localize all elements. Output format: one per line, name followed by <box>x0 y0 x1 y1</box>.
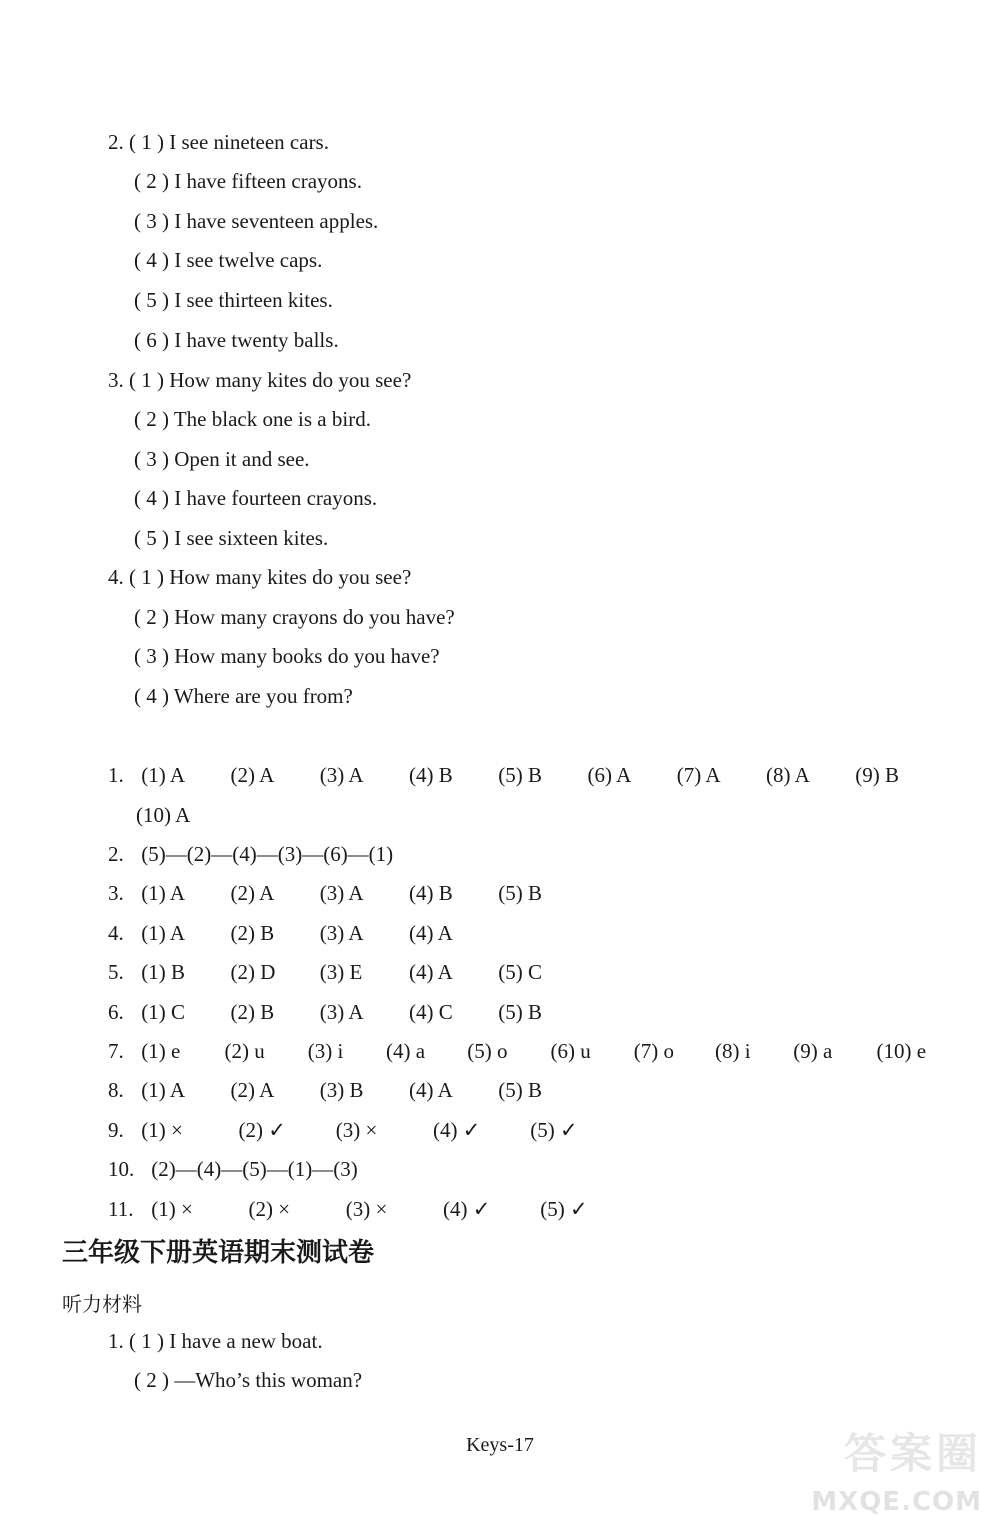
text-line: 1. ( 1 ) I have a new boat. <box>108 1329 323 1353</box>
answer-item: (1) A <box>141 921 185 945</box>
answer-row <box>108 1038 943 1064</box>
answer-row <box>108 959 582 985</box>
answer-row <box>108 1196 600 1222</box>
answer-item: (10) e <box>876 1039 927 1063</box>
answer-item: (1) × <box>151 1197 193 1221</box>
text-line: 4. ( 1 ) How many kites do you see? <box>108 565 412 589</box>
answer-item: (2) × <box>248 1197 291 1221</box>
answer-item: (4) A <box>409 921 453 945</box>
answer-number: 10. <box>108 1157 135 1181</box>
text-line: ( 3 ) I have seventeen apples. <box>134 209 379 233</box>
answer-item: (3) A <box>319 1000 364 1024</box>
answer-item: (4) ✓ <box>443 1197 491 1221</box>
answer-item: (1) A <box>141 763 185 787</box>
answer-item: (1) × <box>141 1118 183 1142</box>
text-line: ( 2 ) How many crayons do you have? <box>134 605 455 629</box>
answer-item: (5) ✓ <box>530 1118 578 1142</box>
answer-item: (5) B <box>498 881 542 905</box>
answer-item: (4) ✓ <box>433 1118 481 1142</box>
page-footer: Keys-17 <box>466 1434 534 1456</box>
text-line: ( 2 ) The black one is a bird. <box>134 407 371 431</box>
answer-item: (2) ✓ <box>238 1118 286 1142</box>
section-subtitle: 听力材料 <box>62 1292 142 1316</box>
watermark <box>802 1421 982 1517</box>
answer-number: 9. <box>108 1118 124 1142</box>
answer-item: (7) o <box>633 1039 674 1063</box>
answer-item: (3) A <box>319 881 364 905</box>
answer-item: (2) A <box>230 1078 275 1102</box>
text-line: ( 3 ) Open it and see. <box>134 447 310 471</box>
answer-item: (7) A <box>676 763 721 787</box>
answer-item: (5) B <box>498 1000 542 1024</box>
answer-row <box>108 762 925 788</box>
answer-item: (5)—(2)—(4)—(3)—(6)—(1) <box>141 842 394 866</box>
text-line: ( 5 ) I see thirteen kites. <box>134 288 333 312</box>
answer-item: (9) B <box>855 763 899 787</box>
answer-item: (2) A <box>230 881 275 905</box>
answer-item: (3) × <box>335 1118 378 1142</box>
answer-item: (5) o <box>467 1039 508 1063</box>
answer-item: (1) B <box>141 960 185 984</box>
answer-item: (5) ✓ <box>540 1197 588 1221</box>
answer-item: (4) A <box>409 1078 453 1102</box>
answer-number: 4. <box>108 921 124 945</box>
text-line: ( 2 ) —Who’s this woman? <box>134 1368 363 1392</box>
answer-item: (3) E <box>319 960 363 984</box>
answer-row <box>108 880 582 906</box>
answer-item: (2) B <box>230 1000 275 1024</box>
text-line: ( 4 ) Where are you from? <box>134 684 353 708</box>
answer-item: (3) A <box>319 921 364 945</box>
answer-row <box>108 841 393 867</box>
answer-item: (3) A <box>319 763 364 787</box>
answer-item: (3) × <box>345 1197 388 1221</box>
answer-item: (4) B <box>409 881 453 905</box>
answer-item: (4) B <box>409 763 453 787</box>
watermark-logo: 答案圈 <box>843 1429 982 1478</box>
answer-item: (2) A <box>230 763 275 787</box>
answer-number: 2. <box>108 842 124 866</box>
answer-item: (10) A <box>136 803 191 827</box>
answer-item: (6) u <box>550 1039 591 1063</box>
answer-item: (8) i <box>715 1039 751 1063</box>
answer-row <box>108 1077 582 1103</box>
text-line: ( 2 ) I have fifteen crayons. <box>134 169 362 193</box>
answer-item: (5) B <box>498 763 542 787</box>
answer-number: 5. <box>108 960 124 984</box>
answer-item: (3) B <box>319 1078 364 1102</box>
answer-item: (4) a <box>386 1039 426 1063</box>
text-line: 3. ( 1 ) How many kites do you see? <box>108 368 412 392</box>
text-line: ( 4 ) I have fourteen crayons. <box>134 486 378 510</box>
answer-item: (2)—(4)—(5)—(1)—(3) <box>151 1157 358 1181</box>
answer-number: 8. <box>108 1078 124 1102</box>
answer-row <box>108 999 582 1025</box>
text-line: ( 5 ) I see sixteen kites. <box>134 526 329 550</box>
text-line: 2. ( 1 ) I see nineteen cars. <box>108 130 329 154</box>
answer-number: 3. <box>108 881 124 905</box>
answer-item: (1) A <box>141 881 185 905</box>
answer-item: (5) B <box>498 1078 542 1102</box>
answer-row <box>136 802 190 828</box>
section-title: 三年级下册英语期末测试卷 <box>62 1238 375 1268</box>
answer-item: (8) A <box>766 763 810 787</box>
answer-item: (1) A <box>141 1078 185 1102</box>
answer-row <box>108 920 493 946</box>
answer-item: (5) C <box>498 960 542 984</box>
answer-item: (2) u <box>224 1039 265 1063</box>
answer-item: (3) i <box>307 1039 344 1063</box>
answer-item: (2) B <box>230 921 275 945</box>
answer-item: (1) C <box>141 1000 185 1024</box>
watermark-url: MXQE.COM <box>811 1487 982 1517</box>
answer-item: (2) D <box>230 960 276 984</box>
text-line: ( 6 ) I have twenty balls. <box>134 328 339 352</box>
answer-number: 7. <box>108 1039 124 1063</box>
answer-item: (4) A <box>409 960 453 984</box>
answer-item: (9) a <box>793 1039 833 1063</box>
answer-item: (6) A <box>587 763 632 787</box>
text-line: ( 4 ) I see twelve caps. <box>134 248 323 272</box>
answer-number: 6. <box>108 1000 124 1024</box>
answer-row <box>108 1117 600 1143</box>
answer-row <box>108 1156 358 1182</box>
answer-number: 1. <box>108 763 124 787</box>
answer-number: 11. <box>108 1197 134 1221</box>
answer-item: (4) C <box>409 1000 453 1024</box>
answer-item: (1) e <box>141 1039 181 1063</box>
text-line: ( 3 ) How many books do you have? <box>134 644 440 668</box>
